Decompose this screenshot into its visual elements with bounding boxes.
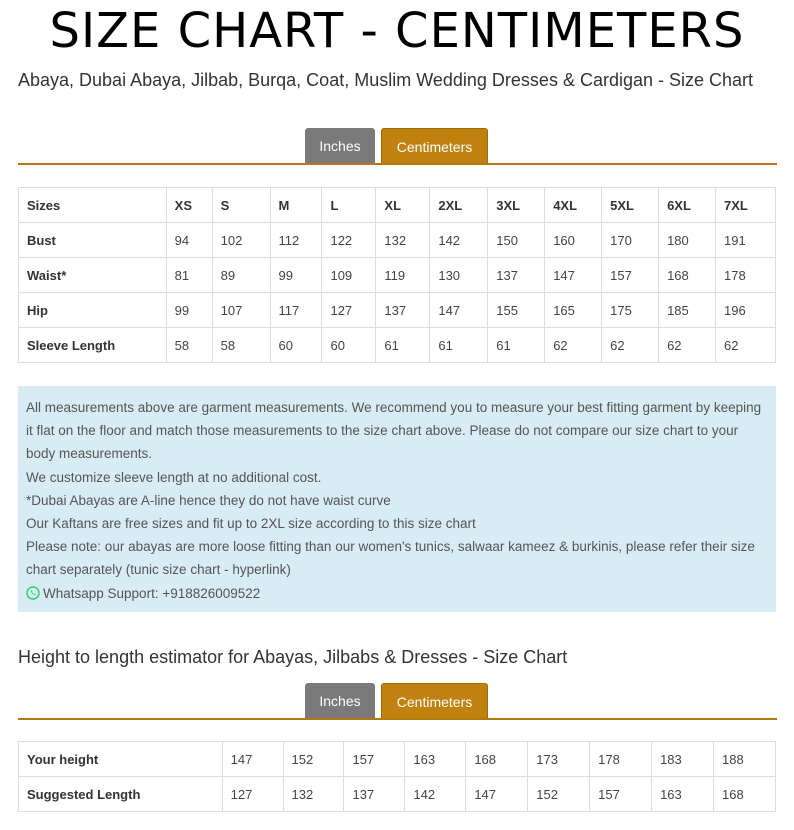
note-text: All measurements above are garment measurements. We recommend you to measure your best fitting garment by keeping it flat on the floor and match those measurements to the size chart above. Please do not compare our size chart to your body measurements. xyxy=(26,400,762,462)
tab-centimeters[interactable]: Centimeters xyxy=(381,128,488,165)
table-cell: 160 xyxy=(545,223,602,258)
table-cell: 62 xyxy=(602,328,659,363)
column-header: 3XL xyxy=(488,188,545,223)
table-cell: 62 xyxy=(659,328,716,363)
column-header: XS xyxy=(166,188,212,223)
height-table xyxy=(18,741,776,812)
table-cell: 60 xyxy=(270,328,322,363)
table-cell: 152 xyxy=(283,742,344,777)
table-cell: 61 xyxy=(488,328,545,363)
row-label: Suggested Length xyxy=(19,777,223,812)
table-cell: 175 xyxy=(602,293,659,328)
page-subtitle: Abaya, Dubai Abaya, Jilbab, Burqa, Coat, Muslim Wedding Dresses & Cardigan - Size Chart xyxy=(18,70,754,90)
table-cell: 137 xyxy=(344,777,405,812)
table-cell: 163 xyxy=(652,777,714,812)
table-header-row xyxy=(19,188,776,223)
unit-tabs xyxy=(0,128,794,166)
table-cell: 137 xyxy=(488,258,545,293)
table-row xyxy=(19,293,776,328)
table-cell: 119 xyxy=(376,258,430,293)
table-cell: 173 xyxy=(528,742,590,777)
table-cell: 102 xyxy=(212,223,270,258)
table-cell: 132 xyxy=(283,777,344,812)
whatsapp-support[interactable] xyxy=(26,582,768,605)
note-text: Please note: our abayas are more loose fitting than our women's tunics, salwaar kameez & burkinis, please refer their size chart separately (tunic size chart - hyperlink) xyxy=(26,539,755,578)
table-row xyxy=(19,223,776,258)
column-header: 5XL xyxy=(602,188,659,223)
tab-divider xyxy=(18,163,777,165)
tab-inches[interactable]: Inches xyxy=(305,128,375,164)
column-header: 2XL xyxy=(430,188,488,223)
table-cell: 142 xyxy=(405,777,466,812)
whatsapp-icon xyxy=(26,584,40,598)
column-header: 7XL xyxy=(716,188,776,223)
table-row xyxy=(19,742,776,777)
tab-centimeters[interactable]: Centimeters xyxy=(381,683,488,720)
table-cell: 94 xyxy=(166,223,212,258)
row-label: Bust xyxy=(19,223,167,258)
tab-inches[interactable]: Inches xyxy=(305,683,375,719)
table-cell: 163 xyxy=(405,742,466,777)
table-cell: 150 xyxy=(488,223,545,258)
table-cell: 99 xyxy=(270,258,322,293)
table-cell: 188 xyxy=(714,742,776,777)
tab-divider xyxy=(18,718,777,720)
table-cell: 178 xyxy=(590,742,652,777)
table-cell: 62 xyxy=(716,328,776,363)
table-cell: 165 xyxy=(545,293,602,328)
size-table xyxy=(18,187,776,363)
table-cell: 180 xyxy=(659,223,716,258)
table-cell: 89 xyxy=(212,258,270,293)
measurement-notes xyxy=(18,386,776,612)
column-header: XL xyxy=(376,188,430,223)
column-header: M xyxy=(270,188,322,223)
table-cell: 178 xyxy=(716,258,776,293)
table-cell: 107 xyxy=(212,293,270,328)
table-cell: 137 xyxy=(376,293,430,328)
table-cell: 81 xyxy=(166,258,212,293)
column-header: 6XL xyxy=(659,188,716,223)
table-cell: 60 xyxy=(322,328,376,363)
table-cell: 168 xyxy=(466,742,528,777)
table-cell: 147 xyxy=(466,777,528,812)
table-cell: 196 xyxy=(716,293,776,328)
column-header: L xyxy=(322,188,376,223)
table-cell: 61 xyxy=(376,328,430,363)
table-cell: 61 xyxy=(430,328,488,363)
table-cell: 147 xyxy=(430,293,488,328)
row-label: Sleeve Length xyxy=(19,328,167,363)
column-header: Sizes xyxy=(19,188,167,223)
table-cell: 117 xyxy=(270,293,322,328)
table-cell: 170 xyxy=(602,223,659,258)
table-cell: 127 xyxy=(322,293,376,328)
page-title: SIZE CHART - CENTIMETERS xyxy=(49,3,745,59)
row-label: Your height xyxy=(19,742,223,777)
table-row xyxy=(19,258,776,293)
table-cell: 147 xyxy=(545,258,602,293)
note-text: We customize sleeve length at no additional cost. xyxy=(26,469,322,485)
table-cell: 157 xyxy=(602,258,659,293)
table-row xyxy=(19,777,776,812)
table-cell: 157 xyxy=(590,777,652,812)
table-cell: 112 xyxy=(270,223,322,258)
table-cell: 132 xyxy=(376,223,430,258)
table-cell: 183 xyxy=(652,742,714,777)
table-cell: 130 xyxy=(430,258,488,293)
table-cell: 122 xyxy=(322,223,376,258)
table-cell: 99 xyxy=(166,293,212,328)
table-cell: 168 xyxy=(659,258,716,293)
table-cell: 152 xyxy=(528,777,590,812)
table-cell: 58 xyxy=(166,328,212,363)
table-cell: 185 xyxy=(659,293,716,328)
note-text: Our Kaftans are free sizes and fit up to 2XL size according to this size chart xyxy=(26,516,476,532)
table-cell: 155 xyxy=(488,293,545,328)
table-cell: 142 xyxy=(430,223,488,258)
table-cell: 58 xyxy=(212,328,270,363)
height-section-title: Height to length estimator for Abayas, Jilbabs & Dresses - Size Chart xyxy=(18,647,568,667)
table-cell: 191 xyxy=(716,223,776,258)
row-label: Waist* xyxy=(19,258,167,293)
table-cell: 157 xyxy=(344,742,405,777)
note-text: *Dubai Abayas are A-line hence they do not have waist curve xyxy=(26,492,391,508)
table-cell: 109 xyxy=(322,258,376,293)
row-label: Hip xyxy=(19,293,167,328)
table-row xyxy=(19,328,776,363)
table-cell: 127 xyxy=(222,777,283,812)
unit-tabs-height xyxy=(0,683,794,721)
column-header: S xyxy=(212,188,270,223)
column-header: 4XL xyxy=(545,188,602,223)
table-cell: 62 xyxy=(545,328,602,363)
table-cell: 147 xyxy=(222,742,283,777)
table-cell: 168 xyxy=(714,777,776,812)
whatsapp-support-text: Whatsapp Support: +918826009522 xyxy=(43,585,261,601)
